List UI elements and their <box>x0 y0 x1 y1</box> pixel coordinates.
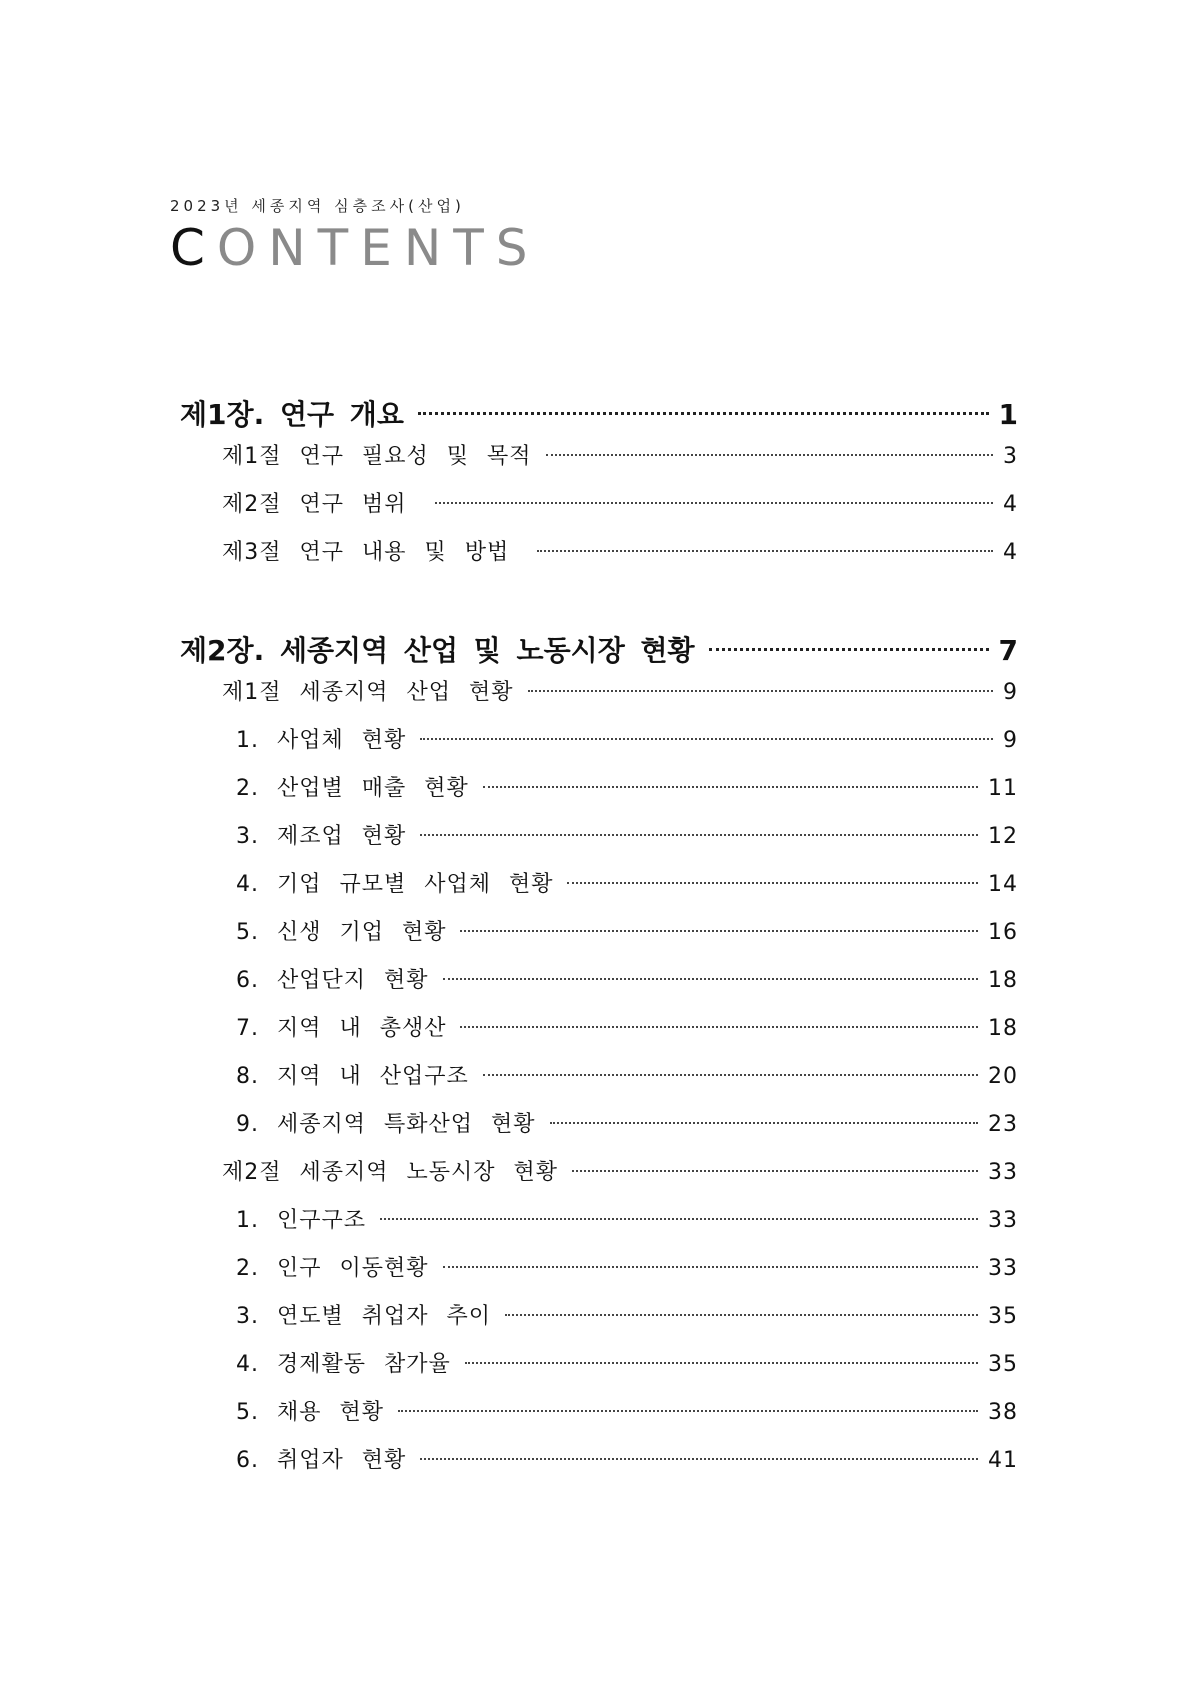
toc-leader-dots <box>380 1218 978 1220</box>
toc-page-number: 41 <box>988 1448 1018 1473</box>
toc-item[interactable] <box>180 1059 1018 1107</box>
toc-section[interactable] <box>180 439 1018 487</box>
toc-item[interactable] <box>180 723 1018 771</box>
toc-page-number: 9 <box>1003 728 1018 753</box>
toc-item-label: 5. 채용 현황 <box>236 1400 384 1425</box>
toc-leader-dots <box>572 1170 978 1172</box>
toc-page-number: 1 <box>998 398 1018 431</box>
toc-page-number: 38 <box>988 1400 1018 1425</box>
toc-section[interactable] <box>180 487 1018 535</box>
toc-item-label: 4. 기업 규모별 사업체 현황 <box>236 872 554 897</box>
toc-page-number: 33 <box>988 1256 1018 1281</box>
contents-title-rest: ONTENTS <box>216 219 540 277</box>
toc-item-label: 3. 제조업 현황 <box>236 824 407 849</box>
toc-leader-dots <box>567 882 978 884</box>
toc-item-label: 2. 산업별 매출 현황 <box>236 776 469 801</box>
toc-item-label: 3. 연도별 취업자 추이 <box>236 1304 491 1329</box>
toc-leader-dots <box>420 834 978 836</box>
toc-chapter-label: 제2장. 세종지역 산업 및 노동시장 현황 <box>180 634 695 667</box>
toc-leader-dots <box>435 502 994 504</box>
toc-section-label: 제2절 세종지역 노동시장 현황 <box>222 1160 559 1185</box>
chapter-spacer <box>180 583 1018 629</box>
toc-item[interactable] <box>180 819 1018 867</box>
toc-item[interactable] <box>180 1299 1018 1347</box>
table-of-contents <box>180 393 1018 1491</box>
toc-item[interactable] <box>180 1107 1018 1155</box>
toc-item-label: 1. 사업체 현황 <box>236 728 407 753</box>
toc-leader-dots <box>465 1362 978 1364</box>
toc-item[interactable] <box>180 867 1018 915</box>
toc-item-label: 6. 취업자 현황 <box>236 1448 407 1473</box>
toc-item-label: 1. 인구구조 <box>236 1208 366 1233</box>
toc-leader-dots <box>483 1074 978 1076</box>
toc-item-label: 5. 신생 기업 현황 <box>236 920 447 945</box>
toc-page-number: 14 <box>988 872 1018 897</box>
toc-page-number: 11 <box>988 776 1018 801</box>
toc-leader-dots <box>443 978 979 980</box>
toc-leader-dots <box>483 786 978 788</box>
toc-item[interactable] <box>180 1251 1018 1299</box>
toc-section[interactable] <box>180 535 1018 583</box>
toc-section[interactable] <box>180 1155 1018 1203</box>
toc-chapter-1[interactable] <box>180 393 1018 439</box>
toc-item[interactable] <box>180 771 1018 819</box>
toc-page-number: 18 <box>988 1016 1018 1041</box>
toc-section-label: 제2절 연구 범위 <box>222 492 407 517</box>
toc-item[interactable] <box>180 963 1018 1011</box>
toc-chapter-label: 제1장. 연구 개요 <box>180 398 404 431</box>
toc-page-number: 18 <box>988 968 1018 993</box>
toc-item[interactable] <box>180 1203 1018 1251</box>
toc-page-number: 4 <box>1003 540 1018 565</box>
toc-leader-dots <box>505 1314 978 1316</box>
toc-page-number: 12 <box>988 824 1018 849</box>
toc-page-number: 33 <box>988 1208 1018 1233</box>
toc-item-label: 7. 지역 내 총생산 <box>236 1016 447 1041</box>
toc-leader-dots <box>420 1458 978 1460</box>
toc-leader-dots <box>546 454 994 456</box>
toc-leader-dots <box>443 1266 979 1268</box>
toc-page-number: 23 <box>988 1112 1018 1137</box>
toc-item[interactable] <box>180 1443 1018 1491</box>
toc-chapter-2[interactable] <box>180 629 1018 675</box>
toc-page-number: 7 <box>998 634 1018 667</box>
toc-leader-dots <box>550 1122 979 1124</box>
toc-item-label: 8. 지역 내 산업구조 <box>236 1064 469 1089</box>
toc-page-number: 3 <box>1003 444 1018 469</box>
toc-leader-dots <box>420 738 993 740</box>
contents-header <box>170 196 540 276</box>
toc-page-number: 33 <box>988 1160 1018 1185</box>
toc-page-number: 16 <box>988 920 1018 945</box>
toc-section-label: 제1절 연구 필요성 및 목적 <box>222 444 532 469</box>
toc-page-number: 20 <box>988 1064 1018 1089</box>
toc-leader-dots <box>528 690 994 692</box>
toc-item-label: 6. 산업단지 현황 <box>236 968 429 993</box>
toc-item[interactable] <box>180 915 1018 963</box>
toc-item-label: 4. 경제활동 참가율 <box>236 1352 451 1377</box>
toc-item-label: 2. 인구 이동현황 <box>236 1256 429 1281</box>
toc-leader-dots <box>709 648 989 651</box>
contents-title <box>170 220 540 276</box>
toc-leader-dots <box>537 550 993 552</box>
contents-title-first-letter: C <box>170 219 217 277</box>
toc-page-number: 35 <box>988 1304 1018 1329</box>
toc-item[interactable] <box>180 1395 1018 1443</box>
report-subtitle: 2023년 세종지역 심층조사(산업) <box>170 197 465 215</box>
toc-item-label: 9. 세종지역 특화산업 현황 <box>236 1112 536 1137</box>
toc-section[interactable] <box>180 675 1018 723</box>
toc-leader-dots <box>460 930 978 932</box>
toc-leader-dots <box>418 412 989 415</box>
toc-page-number: 9 <box>1003 680 1018 705</box>
toc-page-number: 35 <box>988 1352 1018 1377</box>
toc-page-number: 4 <box>1003 492 1018 517</box>
toc-item[interactable] <box>180 1347 1018 1395</box>
toc-section-label: 제3절 연구 내용 및 방법 <box>222 540 510 565</box>
toc-item[interactable] <box>180 1011 1018 1059</box>
toc-leader-dots <box>398 1410 978 1412</box>
toc-section-label: 제1절 세종지역 산업 현황 <box>222 680 514 705</box>
toc-leader-dots <box>460 1026 978 1028</box>
